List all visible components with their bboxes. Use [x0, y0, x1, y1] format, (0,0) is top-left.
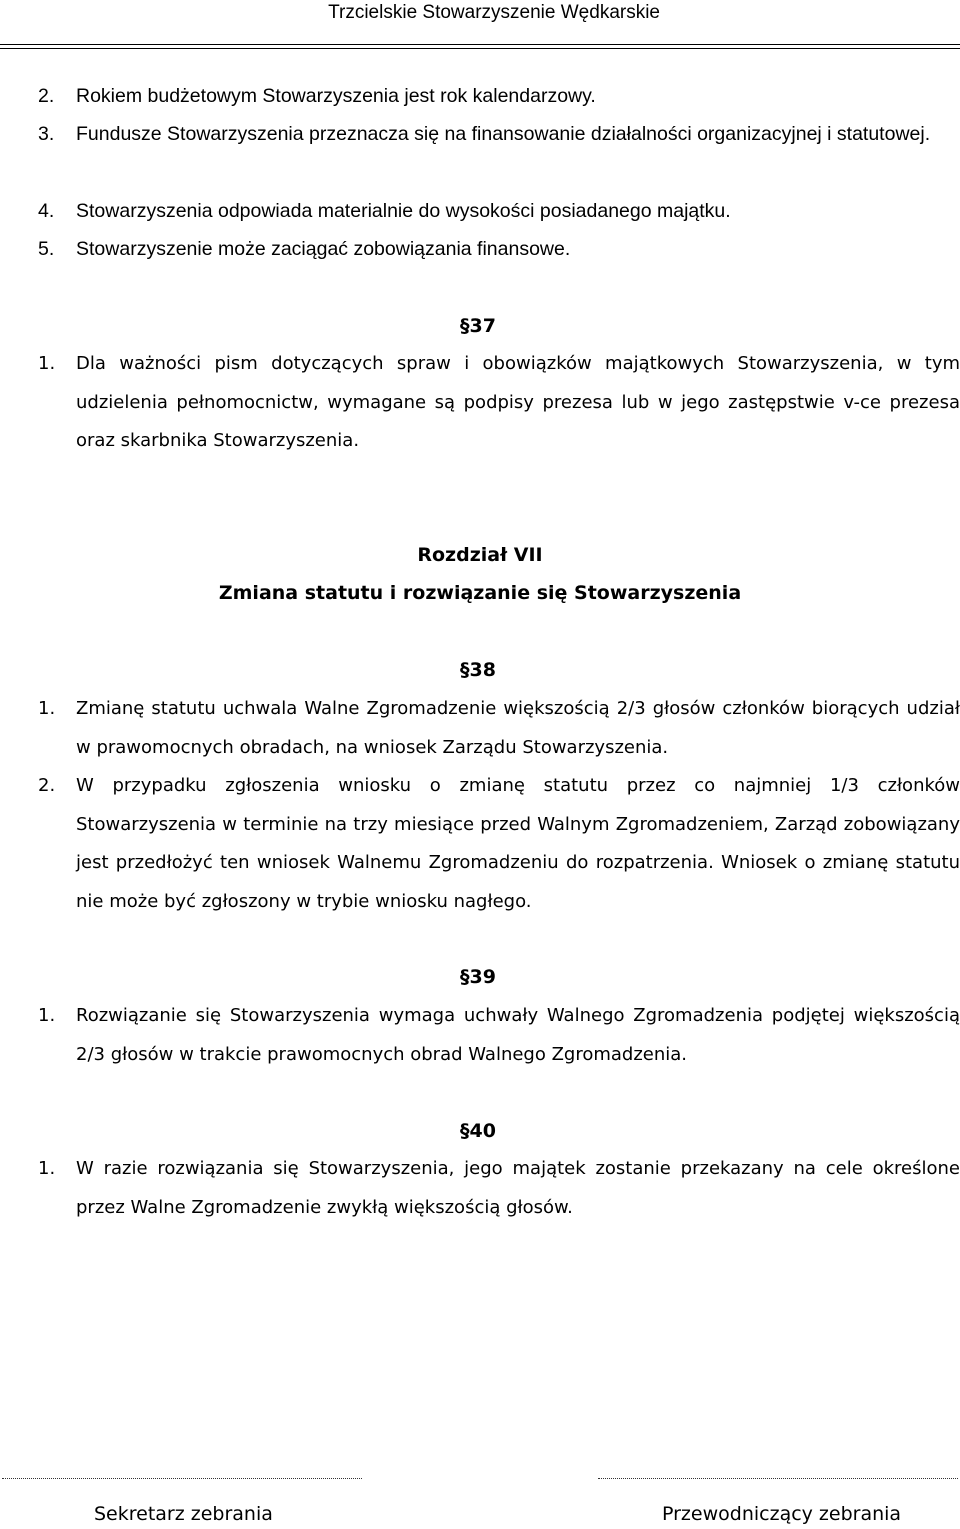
- item-text: Stowarzyszenia odpowiada materialnie do wysokości posiadanego majątku.: [76, 200, 731, 222]
- section-heading-37: §37: [460, 315, 496, 337]
- item-number: 1.: [38, 353, 56, 374]
- item-text: Rozwiązanie się Stowarzyszenia wymaga uchwały Walnego Zgromadzenia podjętej większością 2/3 głosów w trakcie prawomocnych obrad Walnego Zgromadzenia.: [76, 1005, 960, 1065]
- item-text: Stowarzyszenie może zaciągać zobowiązania finansowe.: [76, 238, 571, 260]
- list-item: [38, 690, 960, 767]
- list-item: [38, 1150, 960, 1227]
- list-item: [38, 115, 960, 154]
- section-heading-39: §39: [460, 966, 496, 988]
- header-rule-top: [0, 44, 960, 45]
- list-item: [38, 192, 960, 231]
- item-text: W przypadku zgłoszenia wniosku o zmianę statutu przez co najmniej 1/3 członków Stowarzyszenia w terminie na trzy miesiące przed Walnym Zgromadzeniem, Zarząd zobowiązany jest przedłożyć ten wniosek Walnemu Zgromadzeniu do rozpatrzenia. Wniosek o zmianę statutu nie może być zgłoszony w trybie wniosku nagłego.: [76, 775, 960, 912]
- signature-line-right: [598, 1478, 958, 1489]
- item-number: 2.: [38, 85, 55, 107]
- item-number: 1.: [38, 698, 56, 719]
- chapter-title: Zmiana statutu i rozwiązanie się Stowarzyszenia: [218, 582, 742, 604]
- item-text: W razie rozwiązania się Stowarzyszenia, jego majątek zostanie przekazany na cele określone przez Walne Zgromadzenie zwykłą większością głosów.: [76, 1158, 960, 1218]
- list-item: [38, 997, 960, 1074]
- page-header-title: Trzcielskie Stowarzyszenie Wędkarskie: [328, 2, 660, 23]
- item-text: Dla ważności pism dotyczących spraw i obowiązków majątkowych Stowarzyszenia, w tym udzielenia pełnomocnictw, wymagane są podpisy prezesa lub w jego zastępstwie v-ce prezesa oraz skarbnika Stowarzyszenia.: [76, 353, 960, 451]
- signature-line-left: [2, 1478, 362, 1489]
- section-heading-38: §38: [460, 659, 496, 681]
- chapter-label: Rozdział VII: [417, 544, 543, 566]
- signature-label-secretary: Sekretarz zebrania: [94, 1503, 273, 1525]
- header-rule-bottom: [0, 48, 960, 49]
- list-item: [38, 345, 960, 461]
- item-number: 1.: [38, 1158, 56, 1179]
- item-number: 4.: [38, 200, 55, 222]
- item-number: 2.: [38, 775, 56, 796]
- item-number: 5.: [38, 238, 55, 260]
- list-item: [38, 230, 960, 269]
- item-text: Fundusze Stowarzyszenia przeznacza się na finansowanie działalności organizacyjnej i statutowej.: [76, 123, 931, 145]
- item-text: Rokiem budżetowym Stowarzyszenia jest rok kalendarzowy.: [76, 85, 596, 107]
- item-number: 3.: [38, 123, 55, 145]
- item-number: 1.: [38, 1005, 56, 1026]
- signature-label-chairman: Przewodniczący zebrania: [662, 1503, 902, 1525]
- list-item: [38, 77, 960, 116]
- item-text: Zmianę statutu uchwala Walne Zgromadzenie większością 2/3 głosów członków biorących udział w prawomocnych obradach, na wniosek Zarządu Stowarzyszenia.: [76, 698, 960, 758]
- section-heading-40: §40: [460, 1120, 496, 1142]
- list-item: [38, 767, 960, 921]
